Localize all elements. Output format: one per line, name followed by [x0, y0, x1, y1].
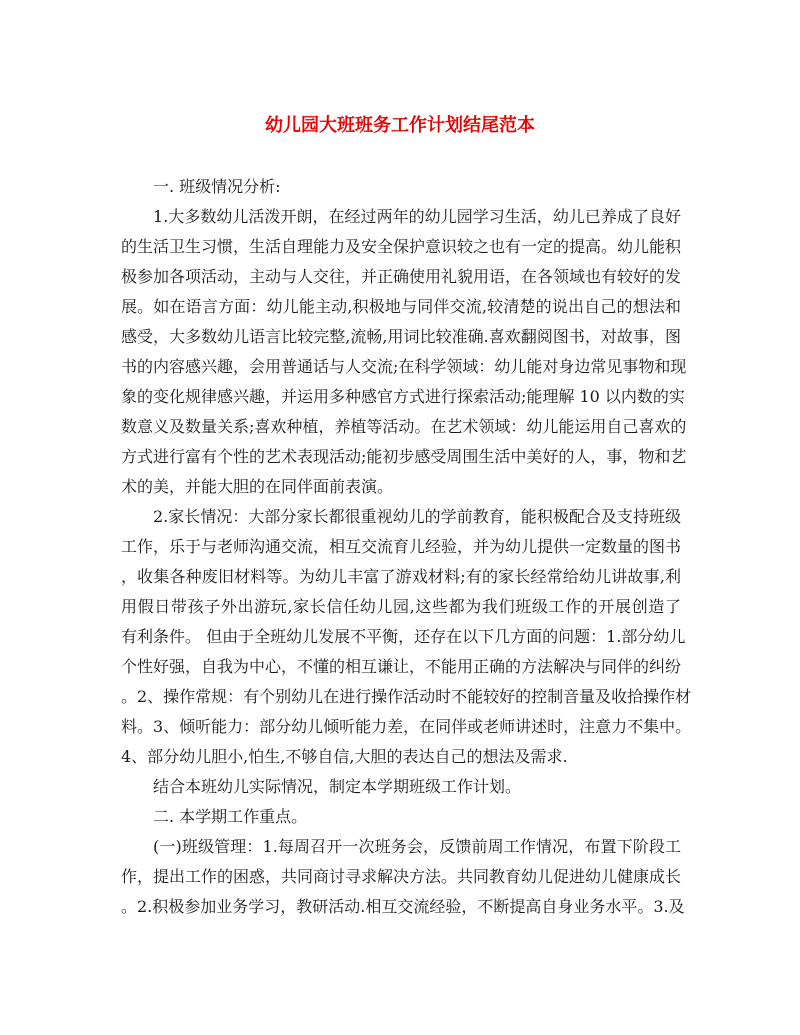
paragraph-line: 数意义及数量关系;喜欢种植，养植等活动。在艺术领域：幼儿能运用自己喜欢的	[121, 417, 687, 436]
paragraph-line: 。2、操作常规：有个别幼儿在进行操作活动时不能较好的控制音量及收拾操作材	[121, 687, 692, 706]
paragraph-line: 1.大多数幼儿活泼开朗，在经过两年的幼儿园学习生活，幼儿已养成了良好	[153, 207, 681, 226]
paragraph-line: 书的内容感兴趣，会用普通话与人交流;在科学领域：幼儿能对身边常见事物和现	[121, 357, 687, 376]
paragraph-line: 用假日带孩子外出游玩,家长信任幼儿园,这些都为我们班级工作的开展创造了	[121, 597, 681, 616]
paragraph-line: 作，提出工作的困惑，共同商讨寻求解决方法。共同教育幼儿促进幼儿健康成长	[121, 867, 682, 886]
paragraph-line: 象的变化规律感兴趣，并运用多种感官方式进行探索活动;能理解 10 以内数的实	[121, 387, 685, 406]
paragraph-line: 极参加各项活动，主动与人交往，并正确使用礼貌用语，在各领域也有较好的发	[121, 267, 682, 286]
paragraph-line: 料。3、倾听能力：部分幼儿倾听能力差，在同伴或老师讲述时，注意力不集中。	[121, 717, 692, 736]
paragraph-line: ，收集各种废旧材料等。为幼儿丰富了游戏材料;有的家长经常给幼儿讲故事,利	[121, 567, 681, 586]
document-body	[121, 172, 692, 922]
paragraph-line: 有利条件。 但由于全班幼儿发展不平衡，还存在以下几方面的问题：1.部分幼儿	[121, 627, 686, 646]
paragraph-line: 感受，大多数幼儿语言比较完整,流畅,用词比较准确.喜欢翻阅图书，对故事，图	[121, 327, 681, 346]
paragraph-line: 的生活卫生习惯，生活自理能力及安全保护意识较之也有一定的提高。幼儿能积	[121, 237, 682, 256]
paragraph-line: 2.家长情况：大部分家长都很重视幼儿的学前教育，能积极配合及支持班级	[153, 507, 681, 526]
paragraph-line: 。2.积极参加业务学习，教研活动.相互交流经验，不断提高自身业务水平。3.及	[121, 897, 685, 916]
section-heading-2: 二. 本学期工作重点。	[153, 807, 308, 826]
paragraph-line: 工作，乐于与老师沟通交流，相互交流育儿经验，并为幼儿提供一定数量的图书	[121, 537, 682, 556]
paragraph-line: 结合本班幼儿实际情况，制定本学期班级工作计划。	[153, 777, 522, 796]
document-title: 幼儿园大班班务工作计划结尾范本	[265, 115, 535, 136]
section-heading-1: 一. 班级情况分析:	[153, 177, 281, 196]
paragraph-line: 4、部分幼儿胆小,怕生,不够自信,大胆的表达自己的想法及需求.	[121, 747, 568, 766]
paragraph-line: 展。如在语言方面：幼儿能主动,积极地与同伴交流,较清楚的说出自己的想法和	[121, 297, 681, 316]
paragraph-line: (一)班级管理：1.每周召开一次班务会，反馈前周工作情况，布置下阶段工	[153, 837, 681, 856]
paragraph-line: 方式进行富有个性的艺术表现活动;能初步感受周围生活中美好的人，事，物和艺	[121, 447, 687, 466]
paragraph-line: 术的美，并能大胆的在同伴面前表演。	[121, 477, 394, 496]
paragraph-line: 个性好强，自我为中心，不懂的相互谦让，不能用正确的方法解决与同伴的纠纷	[121, 657, 682, 676]
